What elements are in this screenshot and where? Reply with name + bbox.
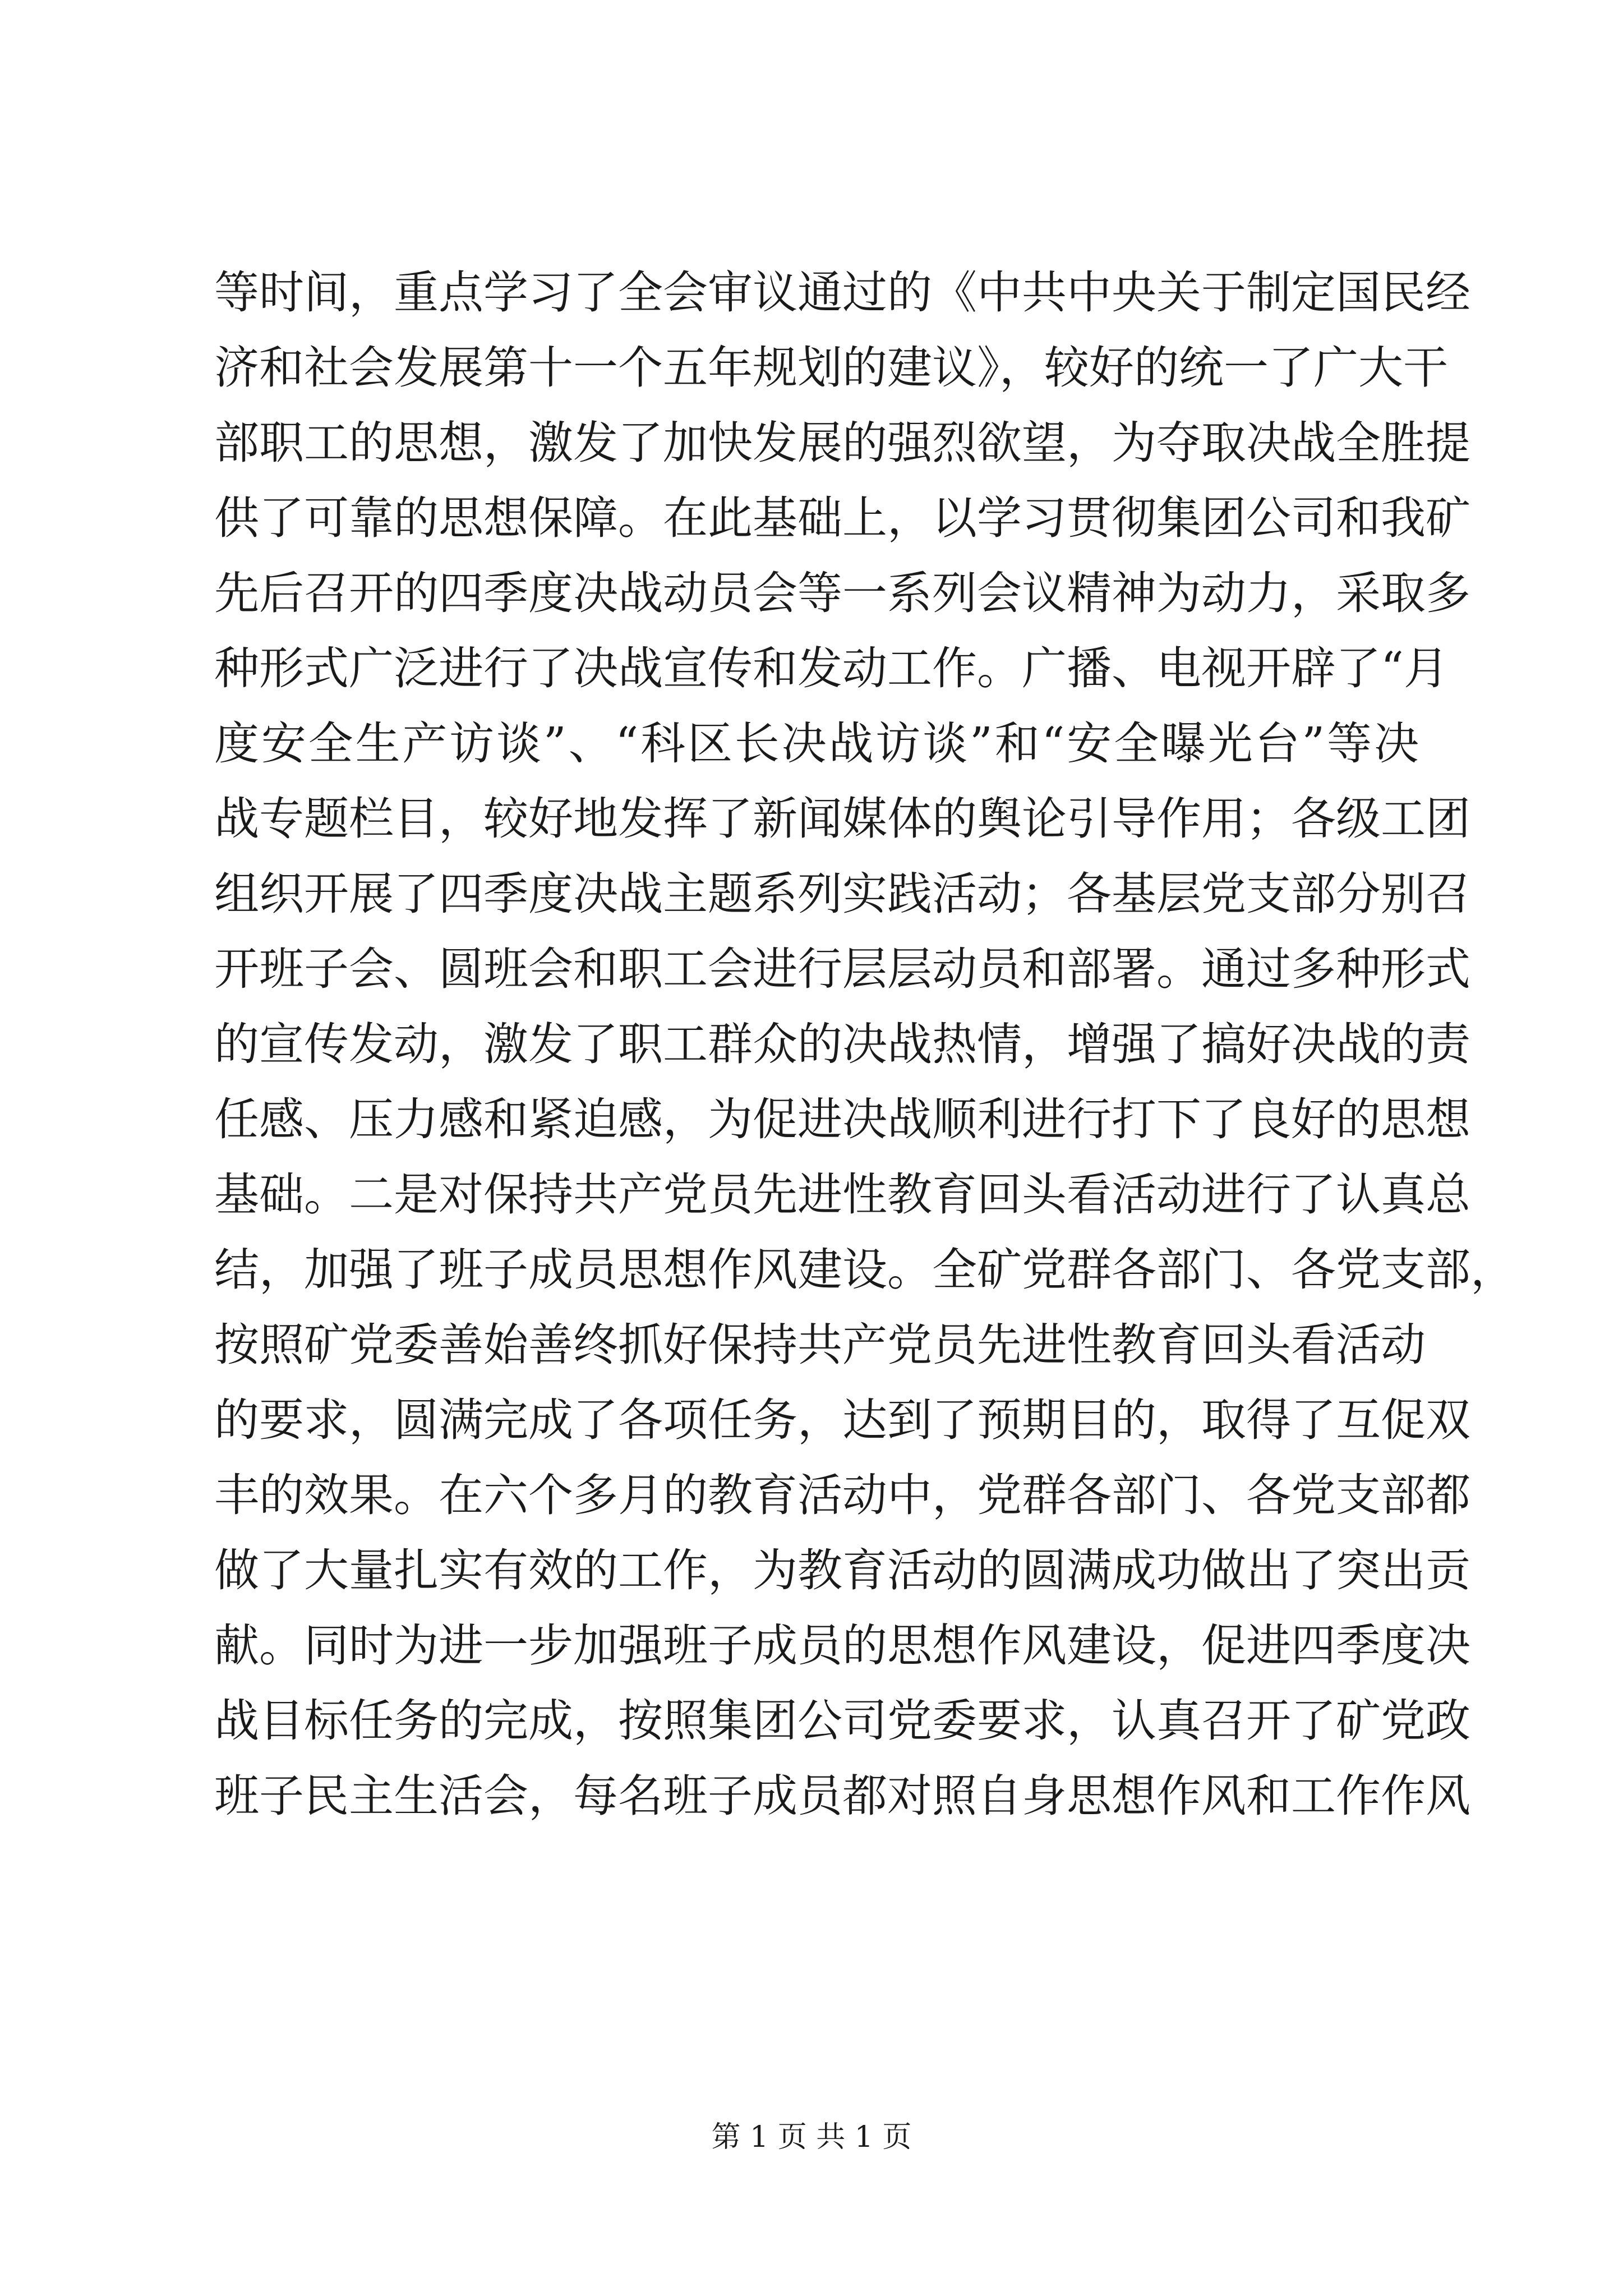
body-text — [214, 255, 1515, 1834]
text-line: 济和社会发展第十一个五年规划的建议》，较好的统一了广大干 — [214, 342, 1448, 394]
text-line: 等时间，重点学习了全会审议通过的《中共中央关于制定国民经 — [214, 266, 1470, 319]
text-line: 基础。二是对保持共产党员先进性教育回头看活动进行了认真总 — [214, 1168, 1470, 1221]
text-line: 的宣传发动，激发了职工群众的决战热情，增强了搞好决战的责 — [214, 1018, 1470, 1070]
text-line: 种形式广泛进行了决战宣传和发动工作。广播、电视开辟了“月 — [214, 642, 1449, 694]
text-line: 做了大量扎实有效的工作，为教育活动的圆满成功做出了突出贡 — [214, 1544, 1470, 1596]
text-line: 丰的效果。在六个多月的教育活动中，党群各部门、各党支部都 — [214, 1469, 1470, 1521]
text-line: 供了可靠的思想保障。在此基础上，以学习贯彻集团公司和我矿 — [214, 492, 1470, 544]
text-line: 结，加强了班子成员思想作风建设。全矿党群各部门、各党支部， — [214, 1244, 1515, 1296]
text-line: 战专题栏目，较好地发挥了新闻媒体的舆论引导作用；各级工团 — [214, 793, 1470, 845]
text-line: 战目标任务的完成，按照集团公司党委要求，认真召开了矿党政 — [214, 1695, 1470, 1747]
text-line: 开班子会、圆班会和职工会进行层层动员和部署。通过多种形式 — [214, 943, 1470, 995]
text-line: 度安全生产访谈”、“科区长决战访谈”和“安全曝光台”等决 — [214, 717, 1419, 770]
text-line: 任感、压力感和紧迫感，为促进决战顺利进行打下了良好的思想 — [214, 1093, 1470, 1145]
text-line: 按照矿党委善始善终抓好保持共产党员先进性教育回头看活动 — [214, 1319, 1426, 1371]
text-line: 班子民主生活会，每名班子成员都对照自身思想作风和工作作风 — [214, 1770, 1470, 1822]
text-line: 献。同时为进一步加强班子成员的思想作风建设，促进四季度决 — [214, 1619, 1470, 1672]
text-line: 组织开展了四季度决战主题系列实践活动；各基层党支部分别召 — [214, 868, 1470, 920]
text-line: 的要求，圆满完成了各项任务，达到了预期目的，取得了互促双 — [214, 1394, 1470, 1446]
text-line: 先后召开的四季度决战动员会等一系列会议精神为动力，采取多 — [214, 567, 1470, 619]
page-number-footer: 第 1 页 共 1 页 — [711, 2120, 912, 2154]
text-line: 部职工的思想，激发了加快发展的强烈欲望，为夺取决战全胜提 — [214, 417, 1470, 469]
